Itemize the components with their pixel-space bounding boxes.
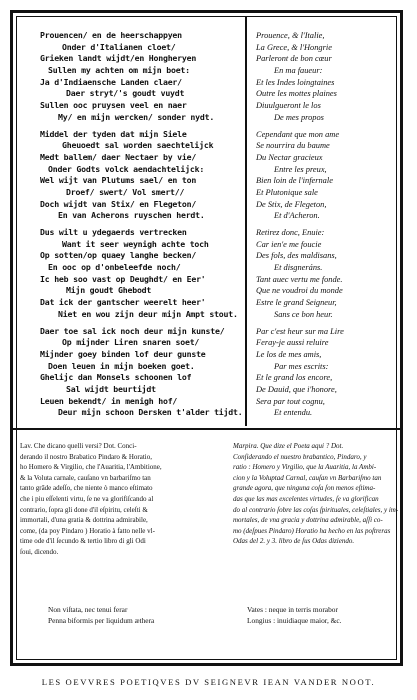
verse-line: Doch wijdt van Stix/ en Flegeton/	[40, 198, 197, 209]
french-poem	[256, 30, 396, 419]
prose-line: contrario, ſopra gli done d'il eſpiritu, celeſti &	[20, 505, 148, 514]
prose-line: ratio : Homero y Virgilio, que la Auaritia, la Ambi-	[233, 463, 377, 472]
prose-line: do al contrario ſobre las coſas ſpirituales, celeſtiales, y im-	[233, 505, 399, 514]
verse-line: Des fols, des maldisans,	[256, 251, 337, 261]
verse-line: Et les Indes loingtaines	[256, 77, 335, 87]
prose-line: derando il nostro Brabatico Pindaro & Horatio,	[20, 452, 152, 461]
verse-line: En ma faueur:	[274, 66, 323, 76]
verse-line: En ooc op d'onbeleefde noch/	[48, 262, 181, 273]
verse-line: Middel der tyden dat mijn Siele	[40, 128, 187, 139]
french-stanza-1	[256, 30, 396, 124]
prose-line: Conſiderando el nuestro brabantico, Pindaro, y	[233, 452, 367, 461]
verse-line: Entre les preux,	[274, 164, 327, 174]
verse-line: Et Plutonique sale	[256, 187, 318, 197]
verse-line: En van Acherons ruyschen herdt.	[58, 210, 205, 221]
prose-line: immortali, d'una gratia & dottrina admirabile,	[20, 516, 148, 525]
quote-line: Vates : neque in terris morabor	[247, 605, 338, 614]
verse-line: My/ en mijn wercken/ sonder nydt.	[58, 111, 215, 122]
verse-line: Estre le grand Seigneur,	[256, 298, 337, 308]
verse-line: De Stix, de Flegeton,	[256, 199, 327, 209]
horace-quote-right	[247, 604, 407, 626]
verse-line: Mijn goudt Ghebodt	[66, 285, 152, 296]
verse-line: Prouencen/ en de heerschappyen	[40, 30, 182, 40]
verse-line: Sullen ooc pruysen veel en naer	[40, 100, 187, 111]
prose-line: cion y la Voluptad Carnal, cauſan vn Barbariſmo tan	[233, 473, 382, 482]
verse-line: Par mes escrits:	[274, 361, 329, 371]
verse-line: Gheuoedt sal worden saechtelijck	[62, 140, 214, 151]
verse-line: Et entendu.	[274, 408, 313, 418]
dutch-stanza-2	[40, 129, 240, 223]
prose-line: come, (da poy Pindaro ) Horatio à fatto nelle vl-	[20, 526, 155, 535]
french-stanza-4	[256, 326, 396, 420]
prose-line: & la Voluta carnale, cauſano vn barbariſmo tan	[20, 473, 151, 482]
verse-line: Retirez donc, Enuie:	[256, 228, 325, 237]
verse-line: Se nourrira du baume	[256, 141, 330, 151]
verse-line: Car ien'e me foucie	[256, 239, 322, 249]
verse-line: Dat ick der gantscher weerelt heer'	[40, 297, 206, 308]
verse-line: Droef/ swert/ Vol smert//	[66, 186, 185, 197]
verse-line: Par c'est heur sur ma Lire	[256, 326, 344, 336]
prose-line: tanto grāde adeſſo, che niente ò manco eſtimato	[20, 484, 153, 493]
verse-line: Daer toe sal ick noch deur mijn kunste/	[40, 325, 225, 336]
prose-line: che i piu eſſelenti virtu, ſe ne va glorifiſcando al	[20, 494, 154, 503]
dutch-poem	[40, 30, 243, 419]
section-rule	[13, 428, 400, 430]
verse-line: De Dauid, que i'honore,	[256, 384, 337, 394]
verse-line: De mes propos	[274, 112, 324, 122]
verse-line: Onder d'Italianen cloet/	[62, 41, 176, 52]
french-stanza-2	[256, 129, 396, 223]
verse-line: Que ne voudroi du monde	[256, 286, 343, 296]
prose-line: time ode d'il ſecundo & tertio libro di gli Odi	[20, 537, 146, 546]
verse-line: Et disgneráns.	[274, 263, 323, 273]
dutch-stanza-1	[40, 30, 240, 124]
verse-line: Outre les mottes plaines	[256, 89, 337, 99]
verse-line: Bien loin de l'infernale	[256, 176, 333, 186]
verse-line: Op mijnder Liren snaren soet/	[62, 337, 200, 348]
prose-line: Marpira. Que dize el Poeta aqui ? Dot.	[233, 442, 344, 450]
verse-line: Prouence, & l'Italie,	[256, 31, 325, 40]
horace-quote-left	[48, 604, 208, 626]
verse-line: Et d'Acheron.	[274, 211, 320, 221]
quote-line: Penna biformis per liquidum æthera	[48, 616, 155, 625]
quote-line: Non viſtata, nec tenui ferar	[48, 605, 128, 614]
verse-line: Mijnder goey binden lof deur gunste	[40, 348, 206, 359]
verse-line: Grieken landt wijdt/en Hongheryen	[40, 53, 197, 64]
verse-line: Sera par tout cognu,	[256, 396, 325, 406]
verse-line: Cependant que mon ame	[256, 129, 340, 139]
verse-line: Wel wijt van Plutums sael/ en ton	[40, 175, 197, 186]
verse-line: Leuen bekendt/ in menigh hof/	[40, 395, 178, 406]
verse-line: Medt ballem/ daer Nectaer by vie/	[40, 151, 197, 162]
verse-line: Et le grand los encore,	[256, 373, 333, 383]
dutch-stanza-4	[40, 325, 243, 420]
verse-line: Le los de mes amis,	[256, 349, 322, 359]
verse-line: Sullen my achten om mijn boet:	[48, 65, 190, 76]
french-stanza-3	[256, 227, 396, 321]
verse-line: Feray-je aussi reluire	[256, 338, 329, 348]
prose-line: grande agora, que ninguna coſa ſon menos eſtima-	[233, 484, 376, 493]
commentary-left	[20, 441, 232, 558]
verse-line: Diuulgueront le los	[256, 101, 321, 111]
verse-line: Doen leuen in mijn boeken goet.	[48, 360, 195, 371]
verse-line: Daer stryt/'s goudt vuydt	[66, 88, 185, 99]
verse-line: Du Nectar gracieux	[256, 152, 323, 162]
verse-line: Niet en wou zijn deur mijn Ampt stout.	[58, 308, 238, 319]
prose-line: mo (deſpues Pindaro) Horatio ha hecho en las poſtreras	[233, 526, 391, 535]
verse-line: Op sotten/op quaey langhe becken/	[40, 250, 197, 261]
prose-line: Lav. Che dicano quelli versi? Dot. Conci-	[20, 442, 137, 450]
verse-line: Ic heb soo vast op Deughdt/ en Eer'	[40, 273, 206, 284]
verse-line: Ghelijc dan Monsels schoonen lof	[40, 372, 192, 383]
column-divider	[245, 16, 247, 426]
verse-line: Tant auec vertu me fonde.	[256, 274, 343, 284]
verse-line: Sans ce bon heur.	[274, 309, 333, 319]
prose-line: das que las mas excelentes virtudes, ſe va glorifican	[233, 494, 379, 503]
prose-line: ho Homero & Virgilio, che l'Auaritia, l'Ambitione,	[20, 463, 162, 472]
dutch-stanza-3	[40, 227, 240, 321]
verse-line: Want it seer weynigh achte toch	[62, 238, 209, 249]
prose-line: Odas del 2. y 3. libro de ſus Odas diziendo.	[233, 537, 355, 546]
verse-line: Deur mijn schoon Dersken t'alder tijdt.	[58, 407, 243, 418]
verse-line: La Grece, & l'Hongrie	[256, 42, 332, 52]
verse-line: Sal wijdt beurtijdt	[66, 383, 156, 394]
verse-line: Parleront de bon cœur	[256, 54, 332, 64]
verse-line: Dus wilt u ydegaerds vertrecken	[40, 227, 187, 237]
page-footer: LES OEVVRES POETIQVES DV SEIGNEVR IEAN VANDER NOOT.	[41, 677, 376, 687]
verse-line: Onder Godts volck aendachtelijck:	[48, 163, 205, 174]
verse-line: Ja d'Indiaensche Landen claer/	[40, 76, 182, 87]
quote-line: Longius : inuidiaque maior, &c.	[247, 616, 342, 625]
commentary-right	[233, 441, 403, 547]
prose-line: ſoui, dicendo.	[20, 547, 59, 556]
prose-line: mortales, de vna gracia y dottrina admirable, aſſi co-	[233, 516, 383, 525]
